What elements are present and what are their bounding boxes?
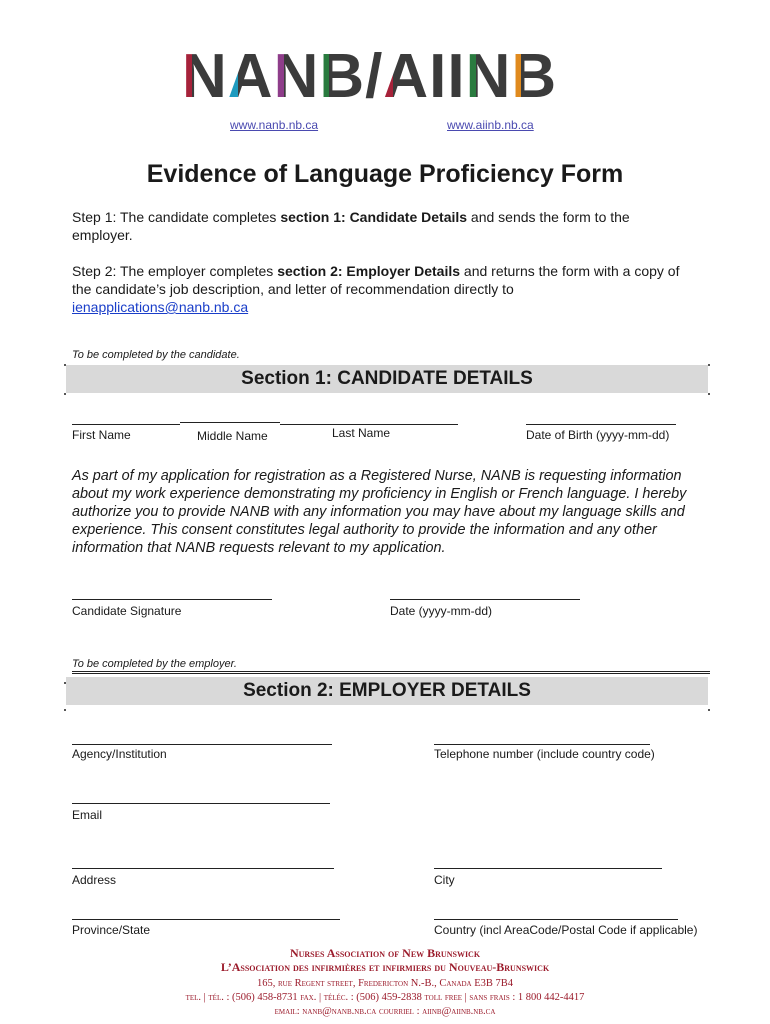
dob-label: Date of Birth (yyyy-mm-dd) bbox=[526, 428, 670, 442]
last-name-line[interactable] bbox=[280, 424, 458, 425]
section2-divider bbox=[72, 671, 710, 672]
logo-letter: A bbox=[383, 42, 430, 111]
last-name-label: Last Name bbox=[332, 426, 391, 440]
step2-instructions: Step 2: The employer completes section 2: Employer Details and returns the form with a copy of the candidate’s job description, and letter of recommendation directly to ienapplications@nanb.nb.ca bbox=[72, 263, 680, 315]
logo-letter: B bbox=[319, 42, 366, 111]
section1-note: To be completed by the candidate. bbox=[72, 349, 240, 361]
step1-instructions: Step 1: The candidate completes section 1: Candidate Details and sends the form to the employer. bbox=[72, 209, 630, 243]
telephone-label: Telephone number (include country code) bbox=[434, 747, 655, 761]
address-line[interactable] bbox=[72, 868, 334, 869]
dob-line[interactable] bbox=[526, 424, 676, 425]
city-label: City bbox=[434, 873, 455, 887]
middle-name-line[interactable] bbox=[180, 422, 280, 423]
country-label: Country (incl AreaCode/Postal Code if applicable) bbox=[434, 923, 698, 937]
logo-letter: N bbox=[465, 42, 512, 111]
logo-letter: N bbox=[273, 42, 320, 111]
footer-org-fr: L’Association des infirmières et infirmiers du Nouveau-Brunswick bbox=[220, 960, 550, 974]
logo-letter: I bbox=[447, 42, 466, 111]
form-title: Evidence of Language Proficiency Form bbox=[146, 160, 624, 188]
middle-name-label: Middle Name bbox=[197, 429, 268, 443]
address-label: Address bbox=[72, 873, 117, 887]
nanb-logo bbox=[182, 42, 558, 111]
email-line[interactable] bbox=[72, 803, 330, 804]
consent-statement: As part of my application for registration as a Registered Nurse, NANB is requesting information about my work experience demonstrating my proficiency in English or French language. I hereby authorize you to provide NANB with any information you may have about my language skills and experience. This consent constitutes legal authority to provide the information and any other information that NANB requests relevant to my application. bbox=[72, 468, 687, 556]
province-label: Province/State bbox=[72, 923, 151, 937]
date-line[interactable] bbox=[390, 599, 580, 600]
aiinb-url-link[interactable]: www.aiinb.nb.ca bbox=[447, 118, 534, 132]
city-line[interactable] bbox=[434, 868, 662, 869]
logo-letter: A bbox=[227, 42, 274, 111]
section2-note: To be completed by the employer. bbox=[72, 658, 237, 670]
signature-label: Candidate Signature bbox=[72, 604, 182, 618]
telephone-line[interactable] bbox=[434, 744, 650, 745]
footer-address: 165, rue Regent street, Fredericton N.-B., Canada E3B 7B4 bbox=[256, 978, 514, 989]
logo-letter: I bbox=[429, 42, 448, 111]
logo-letter: / bbox=[365, 42, 384, 111]
province-line[interactable] bbox=[72, 919, 340, 920]
nanb-url-link[interactable]: www.nanb.nb.ca bbox=[230, 118, 319, 132]
footer-org-en: Nurses Association of New Brunswick bbox=[289, 946, 481, 960]
logo-letter: B bbox=[511, 42, 558, 111]
country-line[interactable] bbox=[434, 919, 678, 920]
date-label: Date (yyyy-mm-dd) bbox=[390, 604, 493, 618]
section2-divider-double bbox=[72, 673, 710, 674]
section1-heading: Section 1: CANDIDATE DETAILS bbox=[66, 365, 708, 393]
footer-phones: tel. | tél. : (506) 458-8731 fax. | téléc. : (506) 459-2838 toll free | sans frais : 1 800 442-4417 bbox=[185, 992, 585, 1003]
footer-emails: email: nanb@nanb.nb.ca courriel : aiinb@aiinb.nb.ca bbox=[274, 1006, 496, 1017]
first-name-label: First Name bbox=[72, 428, 131, 442]
first-name-line[interactable] bbox=[72, 424, 180, 425]
signature-line[interactable] bbox=[72, 599, 272, 600]
email-link[interactable]: ienapplications@nanb.nb.ca bbox=[72, 299, 249, 315]
agency-label: Agency/Institution bbox=[72, 747, 167, 761]
section2-heading: Section 2: EMPLOYER DETAILS bbox=[66, 677, 708, 705]
email-label: Email bbox=[72, 808, 103, 822]
logo-letter: N bbox=[182, 42, 228, 111]
agency-line[interactable] bbox=[72, 744, 332, 745]
